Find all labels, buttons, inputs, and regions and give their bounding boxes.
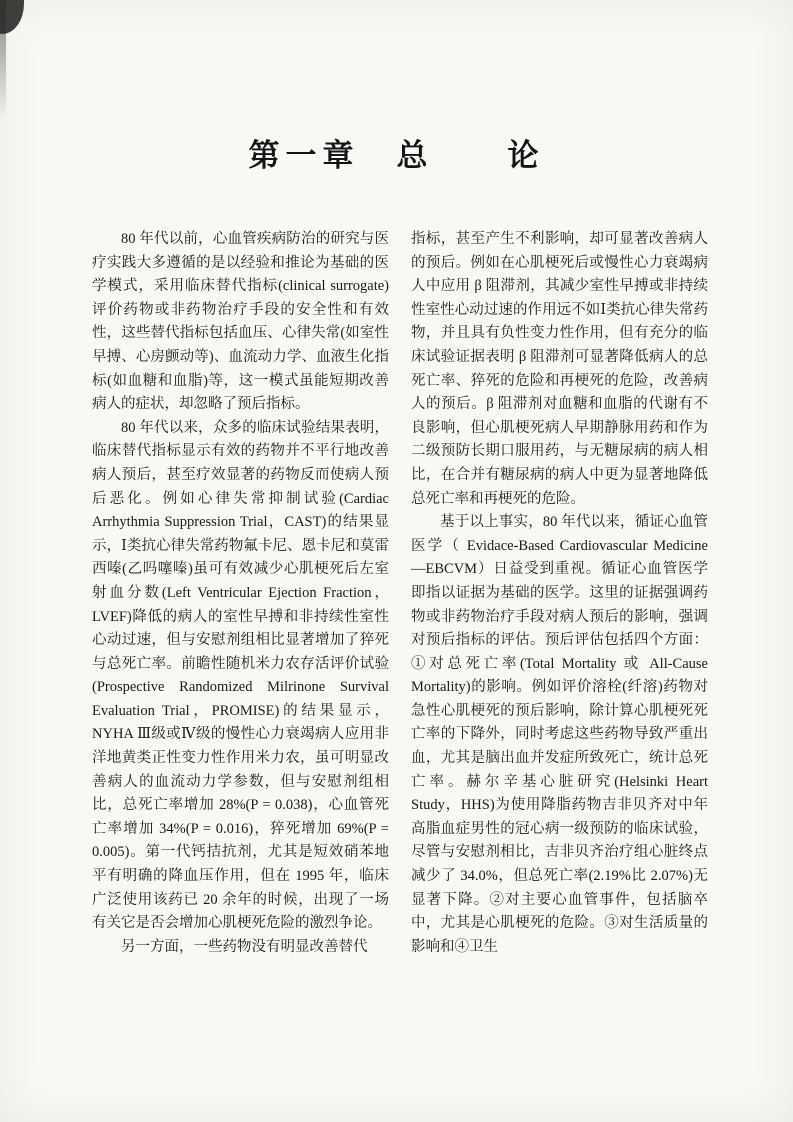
paragraph-ebcvm: 基于以上事实，80 年代以来，循证心血管医学（ Evidace-Based Cardiovascular Medicine—EBCVM）日益受到重视。循证心血管医学即指以证据为基础的医学。这里的证据强调药物或非药物治疗手段对病人预后的影响，强调对预后指标的评估。预后评估包括四个方面：①对总死亡率(Total Mortality 或 All-Cause Mortality)的影响。例如评价溶栓(纤溶)药物对急性心肌梗死的预后影响，除计算心肌梗死死亡率的下降外，同时考虑这些药物导致严重出血，尤其是脑出血并发症所致死亡，统计总死亡率。赫尔辛基心脏研究(Helsinki Heart Study，HHS)为使用降脂药物吉非贝齐对中年高脂血症男性的冠心病一级预防的临床试验，尽管与安慰剂相比，吉非贝齐治疗组心脏终点减少了 34.0%，但总死亡率(2.19%比 2.07%)无显著下降。②对主要心血管事件，包括脑卒中，尤其是心肌梗死的危险。③对生活质量的影响和④卫生 bbox=[411, 514, 708, 955]
paragraph-other-drugs-start: 另一方面，一些药物没有明显改善替代 bbox=[121, 938, 368, 955]
text-columns bbox=[92, 228, 708, 959]
left-column bbox=[92, 228, 389, 959]
right-column bbox=[411, 228, 708, 959]
paragraph-cast-promise: 80 年代以来，众多的临床试验结果表明，临床替代指标显示有效的药物并不平行地改善病人预后，甚至疗效显著的药物反而使病人预后恶化。例如心律失常抑制试验(Cardiac Arrhythmia Suppression Trial，CAST)的结果显示，Ⅰ类抗心律失常药物氟卡尼、恩卡尼和莫雷西嗪(乙吗噻嗪)虽可有效减少心肌梗死后左室射血分数(Left Ventricular Ejection Fraction，LVEF)降低的病人的室性早搏和非持续性室性心动过速，但与安慰剂组相比显著增加了猝死与总死亡率。前瞻性随机米力农存活评价试验(Prospective Randomized Milrinone Survival Evaluation Trial，PROMISE)的结果显示，NYHA Ⅲ级或Ⅳ级的慢性心力衰竭病人应用非洋地黄类正性变力性作用米力农，虽可明显改善病人的血流动力学参数，但与安慰剂组相比，总死亡率增加 28%(P = 0.038)，心血管死亡率增加 34%(P = 0.016)，猝死增加 69%(P = 0.005)。第一代钙拮抗剂，尤其是短效硝苯地平有明确的降血压作用，但在 1995 年，临床广泛使用该药已 20 余年的时候，出现了一场有关它是否会增加心肌梗死危险的激烈争论。 bbox=[92, 419, 389, 932]
scan-edge-artifact bbox=[0, 0, 6, 120]
chapter-title: 第一章 总 论 bbox=[248, 138, 545, 173]
paragraph-intro: 80 年代以前，心血管疾病防治的研究与医疗实践大多遵循的是以经验和推论为基础的医学模式，采用临床替代指标(clinical surrogate)评价药物或非药物治疗手段的安全性和有效性，这些替代指标包括血压、心律失常(如室性早搏、心房颤动等)、血流动力学、血液生化指标(如血糖和血脂)等，这一模式虽能短期改善病人的症状，却忽略了预后指标。 bbox=[92, 231, 389, 413]
paragraph-other-drugs-continued: 指标，甚至产生不利影响，却可显著改善病人的预后。例如在心肌梗死后或慢性心力衰竭病人中应用 β 阻滞剂，其减少室性早搏或非持续性室性心动过速的作用远不如Ⅰ类抗心律失常药物，并且具有负性变力性作用，但有充分的临床试验证据表明 β 阻滞剂可显著降低病人的总死亡率、猝死的危险和再梗死的危险，改善病人的预后。β 阻滞剂对血糖和血脂的代谢有不良影响，但心肌梗死病人早期静脉用药和作为二级预防长期口服用药，与无糖尿病的病人相比，在合并有糖尿病的病人中更为显著地降低总死亡率和再梗死的危险。 bbox=[411, 231, 708, 507]
